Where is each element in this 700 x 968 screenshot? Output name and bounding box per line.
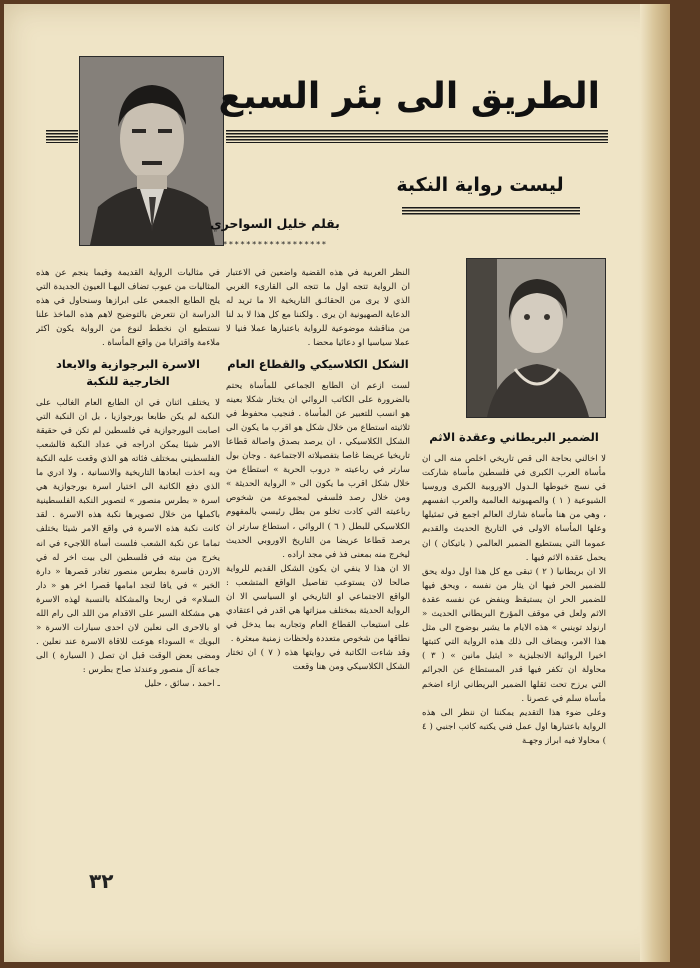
subtitle-rule	[402, 207, 580, 215]
column-right	[422, 424, 606, 874]
author-byline: بقلم خليل السواحري	[210, 216, 340, 231]
novelist-photo-image	[467, 259, 605, 417]
column-middle	[226, 266, 410, 866]
paragraph: وقد شاءت الكاتبة في روايتها هذه ( ٧ ) ان تختار الشكل الكلاسيكي ومن هنا وقعت	[226, 648, 410, 673]
byline-ornament: ******************	[222, 240, 328, 249]
paragraph: لا يختلف اثنان في ان الطابع العام الغالب على النكبة لم يكن طابعا بورجوازيا ، بل ان النكبة التي اصابت البورجوازية في فلسطين لم تكن في حقيقة الامر شيئا يمكن ادراجه في عداد النكبة فالشعب الفلسطيني بمختلف فئاته هو الذي وقعت عليه النكبة وبه اخذت ابعادها التاريخية والانسانية ، ولا ادري ما الذي دفع الكاتبة الى اختيار اسرة بورجوازية هي اسرة « بطرس منصور » لتصوير النكبة الفلسطينية باكملها من خلال تصويرها نكبة هذه الاسرة . لقد كانت نكبة هذه الاسرة في واقع الامر شيئا يختلف تماما عن نكبة الشعب فلست أساة اللاجيء في انه يخرج من بيته في فلسطين الى بيت اخر له في الاردن فاسرة بطرس منصور تغادر قصرها « دارة الخير » في يافا لتجد امامها قصرا اخر هو « دار السلام» في اربحا والمشكلة بالنسبة لهذه الاسرة هي مشكلة السير على الاقدام من اللد الى رام الله او بالاحرى الى نعلين لان احدى سيارات الاسرة « البويك » السوداء هوعت للاقاة الاسرة عند نعلين . ومضى بعض الوقت قبل ان تصل ( السيارة ) الى جماعة آل منصور وعندئذ صاح بطرس :	[36, 397, 220, 676]
page-number: ٣٢	[89, 869, 114, 893]
paragraph: الا ان هذا لا ينفي ان يكون الشكل القديم للرواية صالحا لان يستوعب تفاصيل الواقع المتشعب : الواقع الاجتماعي او التاريخي او السياسي الا ان الرواية الحديثة بمختلف ميزاتها هي اقدر في اعتقادي على استيعاب القطاع العام وتجاربه بما يدخل في نطاقها من شخوص متعددة ولحظات زمنية مبعثرة .	[226, 563, 410, 645]
article-title: الطريق الى بئر السبع	[218, 76, 600, 117]
paragraph: ـ احمد ، سائق ، حليل	[144, 679, 220, 690]
page-edge	[640, 4, 670, 962]
paragraph: لا اخالني بحاجة الى قص تاريخي اخلص منه الى ان مأساة العرب الكبرى في فلسطين مأساة شاركت في نسج خيوطها الـدول الاوروبية الكبرى وروسيا الشيوعية ( ١ ) والصهيونية العالمية والعرب انفسهم ، وهي من هنا مأساة شارك العالم اجمع في تمثيلها وعلها المأساة الاولى في التاريخ الحديث والقديم عموما التي يستطيع الضمير العالمي ( باتيكان ) ان يحمل عقدة الاثم فيها .	[422, 454, 606, 563]
novelist-photo	[466, 258, 606, 418]
paragraph: الا ان بريطانيا ( ٢ ) تبقى مع كل هذا اول دولة يحق للضمير الحر فيها ان يثار من نفسه ، ويحق فيها للضمير الحر ان يستيقظ وينفض عن نفسه عقدة الاثم ولعل في موقف المؤرخ البريطاني الحديث « ارنولد توينبي » هذه الايام ما يشير بوضوح الى مثل هذا الامر، ويضاف الى ذلك هذه الرواية التي كتبتها اخيرا الروائية الانجليزية « ايثيل مانين » ( ٣ ) محاولة ان تكفر فيها قدر المستطاع عن الجرائم التي يرزح تحت ثقلها الضمير البريطاني ازاء اضخم مأساة سلم في عصرنا .	[422, 566, 606, 704]
title-rule-left	[46, 130, 78, 143]
section-heading-classic-form: الشكل الكلاسيكي والقطاع العام	[227, 356, 409, 371]
column-left	[36, 266, 220, 866]
paragraph: وعلى ضوء هذا التقديم يمكننا ان ننظر الى هذه الرواية باعتبارها اول عمل فني يكتبه كاتب اجنبي ( ٤ ) محاولا فيه ابراز وجهـة	[422, 707, 606, 746]
title-rule-right	[226, 130, 608, 143]
paragraph: لست ازعم ان الطابع الجماعي للمأساة يحتم بالضرورة على الكاتب الروائي ان يختار شكلا بعينه هو انسب للتعبير عن المأساة . فنجيب محفوظ في ثلاثيته استطاع من خلال شكل هو اقرب ما يكون الى الشكل الكلاسيكي ، ان يرصد بصدق واصالة قطاعا تاريخيا عريضا غاصا بتفصيلاته الاجتماعية . وجان بول سارتر في رباعيته « دروب الحرية » استطاع من خلال شكل اقرب ما يكون الى « الرواية الحديثة » ومن خلال رصد فلسفي لمجموعة من شخوص رباعيته التي كادت تخلو من بطل رئيسي بالمفهوم الكلاسيكي للبطل ( ٦ ) الروائي ، استطاع سارتر ان يرصد قطاعا عريضا من التاريخ الاوروبي الحديث ليخرج منه بمعنى فذ في مجد اراده .	[226, 380, 410, 560]
paragraph: النظر العربية في هذه القضية واضعين في الاعتبار ان الرواية تتجه اول ما تتجه الى القارىء الغربي الذي لا يرى من الحقائـق التاريخية الا ما تريد له الدعاية الصهيونية ان يرى . ولكننا مع كل هذا لا بد لنا من مناقشة موضوعية للرواية باعتبارها عملا فنيا لا عملا سياسيا او دعائيا محضا .	[226, 268, 410, 349]
section-heading-bourgeois-family: الاسرة البرجوازية والابعاد الخارجية للنكبة	[56, 356, 200, 388]
section-heading-guilt: الضمير البريطاني وعقدة الاثم	[429, 430, 599, 444]
article-subtitle: ليست رواية النكبة	[396, 174, 564, 196]
paragraph: في مثاليات الرواية القديمة وفيما ينجم عن هذه المثاليات من عيوب تضاف اليهـا العيون الجديدة التي يلح الطابع الجمعي على ابرازها وسنحاول في هذه الدراسة ان نتعرض بالتوضيح لاهم هذه الماخذ علنا نستطيع ان نخطط لنوع من الرواية يكون اكثر ملاءمة واقترابا من واقع المأساة .	[36, 268, 220, 349]
magazine-page	[4, 4, 670, 962]
